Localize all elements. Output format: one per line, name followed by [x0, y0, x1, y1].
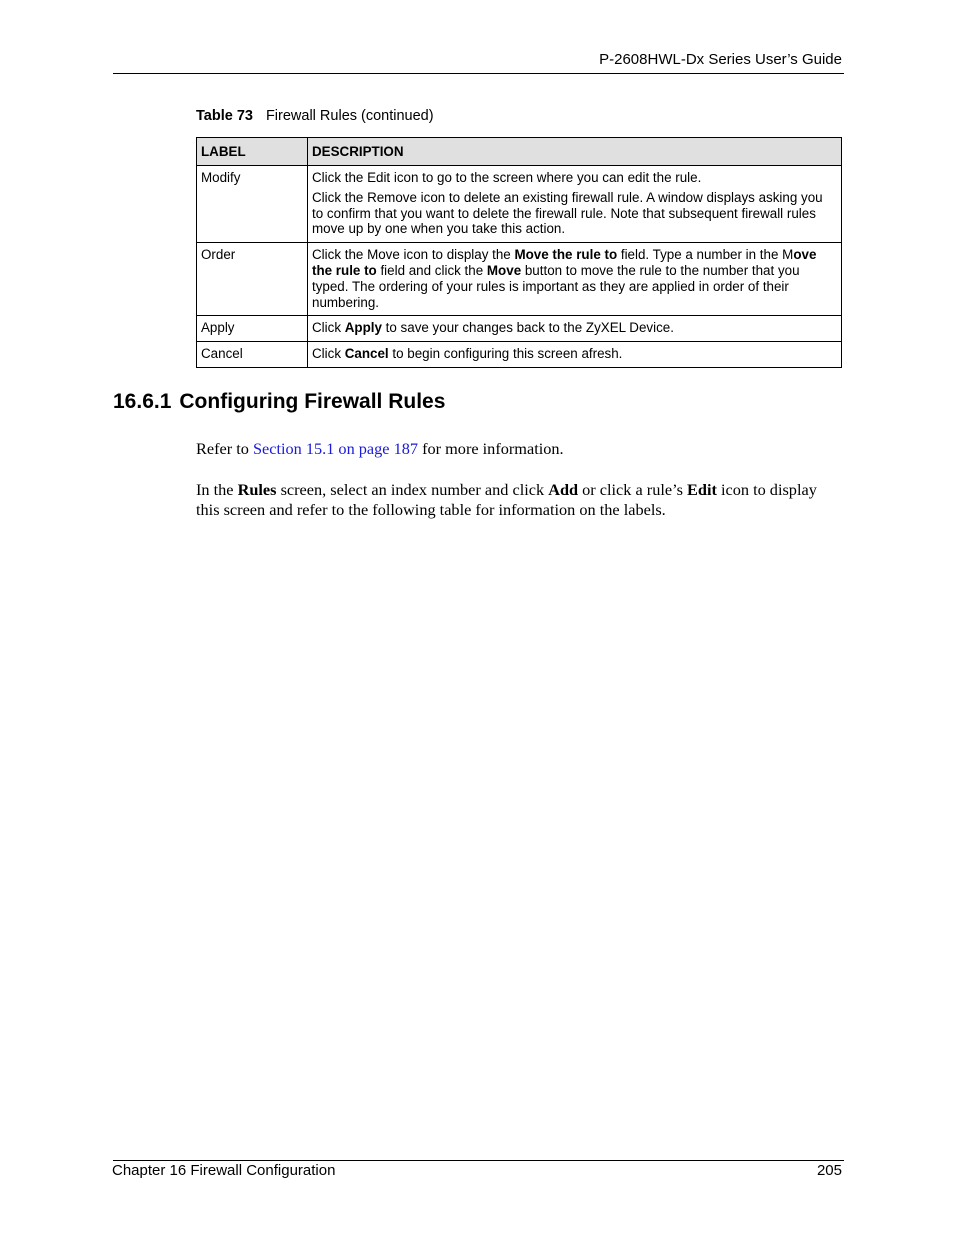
table-caption-number: Table 73 [196, 108, 253, 124]
table-caption [196, 108, 434, 124]
paragraph-text: icon to display this screen and refer to the following table for information on the labels. [196, 480, 817, 519]
description-text: Click [312, 320, 345, 336]
description-text: to save your changes back to the ZyXEL Device. [381, 320, 674, 336]
row-label-modify: Modify [197, 166, 308, 243]
row-description-order [308, 243, 842, 316]
description-text: field. Type a number in the M [617, 247, 794, 263]
paragraph-text: screen, select an index number and click [276, 480, 549, 499]
table-row [197, 342, 842, 368]
description-text: Click [312, 346, 345, 362]
description-bold: Move the rule to [514, 247, 618, 263]
footer-divider [113, 1160, 844, 1161]
header-divider [113, 73, 844, 74]
description-text: button to move the rule to the number that you typed. The ordering of your rules is important as they are applied in order of their numbering. [312, 262, 800, 310]
footer-page-number: 205 [816, 1162, 842, 1179]
guide-title: P-2608HWL-Dx Series User’s Guide [599, 51, 842, 68]
column-header-description: DESCRIPTION [308, 138, 842, 166]
paragraph-bold: Edit [687, 480, 717, 499]
section-title: Configuring Firewall Rules [179, 390, 446, 413]
row-label-apply: Apply [197, 316, 308, 342]
table-row [197, 166, 842, 243]
description-bold: Apply [344, 320, 382, 336]
row-label-cancel: Cancel [197, 342, 308, 368]
section-link[interactable]: Section 15.1 on page 187 [252, 439, 419, 458]
paragraph-text: Refer to [196, 439, 253, 458]
section-number: 16.6.1 [113, 390, 172, 413]
description-text: Click the Move icon to display the [312, 247, 515, 263]
table-row [197, 316, 842, 342]
description-bold: Move [486, 262, 522, 278]
body-paragraph-instructions [196, 480, 836, 520]
description-text: to begin configuring this screen afresh. [388, 346, 623, 362]
paragraph-text: In the [196, 480, 238, 499]
row-description-modify [308, 166, 842, 243]
body-paragraph-refer [196, 439, 836, 459]
description-paragraph: Click the Remove icon to delete an existing firewall rule. A window displays asking you to confirm that you want to delete the firewall rule. Note that subsequent firewall rules move up by one when you take this action. [312, 189, 823, 237]
description-bold: ove the rule to [312, 247, 817, 278]
firewall-rules-table [196, 137, 842, 368]
description-text: field and click the [376, 262, 487, 278]
footer-chapter: Chapter 16 Firewall Configuration [112, 1162, 336, 1179]
description-bold: Cancel [344, 346, 389, 362]
paragraph-bold: Add [548, 480, 579, 499]
section-heading [113, 390, 445, 414]
description-paragraph: Click the Edit icon to go to the screen where you can edit the rule. [312, 170, 702, 185]
paragraph-text: or click a rule’s [578, 480, 688, 499]
column-header-label: LABEL [197, 138, 308, 166]
paragraph-bold: Rules [237, 480, 277, 499]
table-caption-title: Firewall Rules (continued) [265, 108, 434, 124]
table-header-row [197, 138, 842, 166]
paragraph-text: for more information. [418, 439, 564, 458]
row-description-cancel [308, 342, 842, 368]
row-label-order: Order [197, 243, 308, 316]
row-description-apply [308, 316, 842, 342]
table-row [197, 243, 842, 316]
